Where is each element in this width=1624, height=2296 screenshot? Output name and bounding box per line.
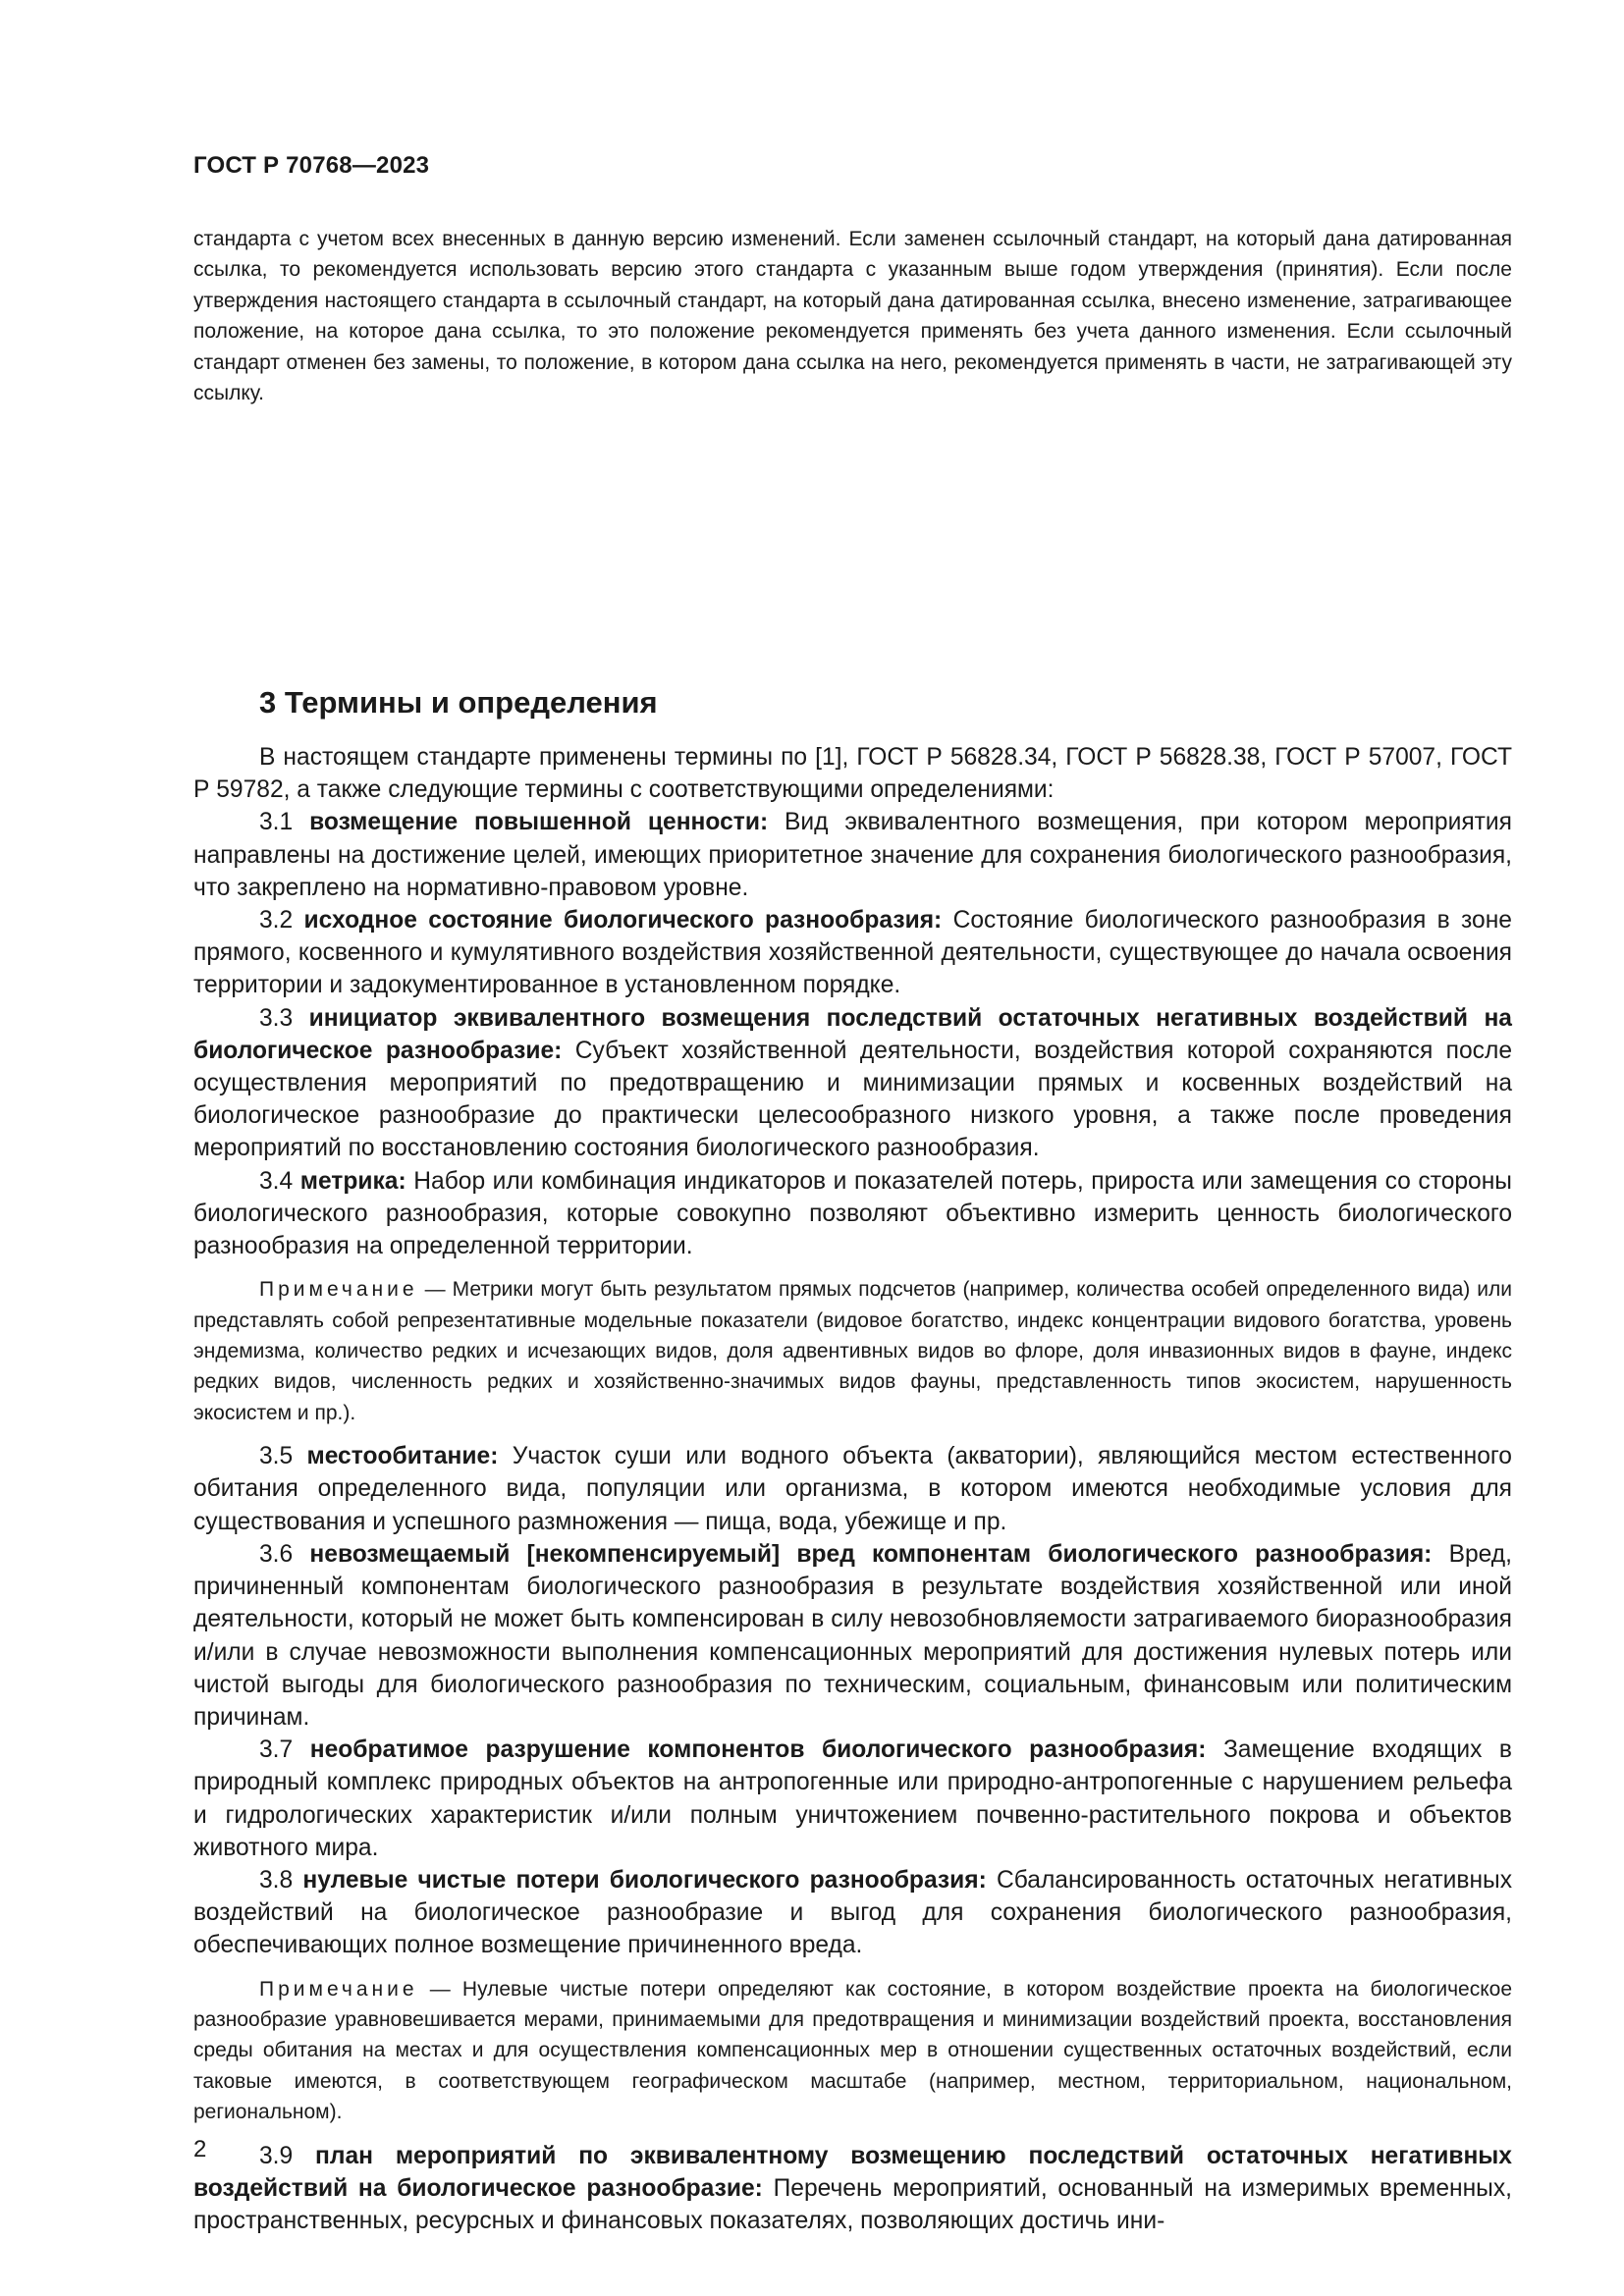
page-number: 2 bbox=[193, 2136, 207, 2163]
term-definition: Состояние биологического разнообразия в зоне прямого, косвенного и кумулятивного воздействия хозяйственной деятельности, существующее до начала освоения территории и задокументированное в установленном порядке. bbox=[193, 907, 1512, 999]
term-name: инициатор эквивалентного возмещения последствий остаточных негативных воздействий на биологическое разнообразие: bbox=[193, 1004, 1512, 1064]
term-name: местообитание: bbox=[306, 1443, 499, 1470]
term-3-8: 3.8 нулевые чистые потери биологического разнообразия: Сбалансированность остаточных негативных воздействий на биологическое разнообразие и выгод для сохранения биологического разнообразия, обеспечивающих полное возмещение причиненного вреда. bbox=[193, 1866, 1512, 1959]
term-name: метрика: bbox=[299, 1167, 406, 1195]
section-title: 3 Термины и определения bbox=[259, 685, 658, 720]
term-definition: Субъект хозяйственной деятельности, воздействия которой сохраняются после осуществления мероприятий по предотвращению и минимизации прямых и косвенных воздействий на биологическое разнообразие до практически целесообразного низкого уровня, а также после проведения мероприятий по восстановлению состояния биологического разнообразия. bbox=[193, 1037, 1512, 1162]
note-text: — Нулевые чистые потери определяют как состояние, в котором воздействие проекта на биологическое разнообразие уравновешивается мерами, принимаемыми для предотвращения и минимизации воздействий проекта, восстановления среды обитания на местах и для осуществления компенсационных мер в отношении существенных остаточных воздействий, если таковые имеются, в соответствующем географическом масштабе (например, местном, территориальном, национальном, региональном). bbox=[193, 1977, 1512, 2124]
note-label: Примечание bbox=[259, 1977, 418, 2001]
term-name: нулевые чистые потери биологического разнообразия: bbox=[302, 1866, 987, 1894]
term-name: невозмещаемый [некомпенсируемый] вред компонентам биологического разнообразия: bbox=[309, 1540, 1433, 1568]
term-definition: Вред, причиненный компонентам биологического разнообразия в результате воздействия хозяйственной или иной деятельности, который не может быть компенсирован в силу невозобновляемости затрагиваемого биоразнообразия и/или в случае невозможности выполнения компенсационных мероприятий для достижения нулевых потерь или чистой выгоды для биологического разнообразия по техническим, социальным, финансовым или политическим причинам. bbox=[193, 1540, 1512, 1731]
term-name: возмещение повышенной ценности: bbox=[309, 809, 769, 836]
term-3-2: 3.2 исходное состояние биологического разнообразия: Состояние биологического разнообразия в зоне прямого, косвенного и кумулятивного воздействия хозяйственной деятельности, существующее до начала освоения территории и задокументированное в установленном порядке. bbox=[193, 907, 1512, 999]
note-text: — Метрики могут быть результатом прямых подсчетов (например, количества особей определенного вида) или представлять собой репрезентативные модельные показатели (видовое богатство, индекс концентрации видового богатства, уровень эндемизма, количество редких и исчезающих видов, доля адвентивных видов во флоре, доля инвазионных видов в фауне, индекс редких видов, численность редких и хозяйственно-значимых видов фауны, представленность типов экосистем, нарушенность экосистем и пр.). bbox=[193, 1278, 1513, 1424]
terms-list bbox=[193, 741, 1512, 2237]
term-definition: Перечень мероприятий, основанный на измеримых временных, пространственных, ресурсных и финансовых показателях, позволяющих достичь ини- bbox=[193, 2174, 1512, 2234]
term-definition: Замещение входящих в природный комплекс природных объектов на антропогенные или природно-антропогенные с нарушением рельефа и гидрологических характеристик и/или полным уничтожением почвенно-растительного покрова и объектов животного мира. bbox=[193, 1736, 1512, 1861]
term-name: план мероприятий по эквивалентному возмещению последствий остаточных негативных воздействий на биологическое разнообразие: bbox=[193, 2142, 1512, 2202]
note-label: Примечание bbox=[259, 1278, 418, 1302]
term-3-4: 3.4 метрика: Набор или комбинация индикаторов и показателей потерь, прироста или замещения со стороны биологического разнообразия, которые совокупно позволяют объективно измерить ценность биологического разнообразия на определенной территории. bbox=[193, 1167, 1512, 1260]
note-metrics bbox=[193, 1274, 1512, 1428]
standard-header: ГОСТ Р 70768—2023 bbox=[193, 152, 430, 179]
content bbox=[193, 224, 1513, 2234]
term-definition: Участок суши или водного объекта (акватории), являющийся местом естественного обитания определенного вида, популяции или организма, в котором имеются необходимые условия для существования и успешного размножения — пища, вода, убежище и пр. bbox=[193, 1443, 1512, 1535]
term-definition: Вид эквивалентного возмещения, при котором мероприятия направлены на достижение целей, имеющих приоритетное значение для сохранения биологического разнообразия, что закреплено на нормативно-правовом уровне. bbox=[193, 809, 1512, 901]
term-definition: Набор или комбинация индикаторов и показателей потерь, прироста или замещения со стороны биологического разнообразия, которые совокупно позволяют объективно измерить ценность биологического разнообразия на определенной территории. bbox=[193, 1167, 1512, 1260]
term-3-7: 3.7 необратимое разрушение компонентов биологического разнообразия: Замещение входящих в природный комплекс природных объектов на антропогенные или природно-антропогенные с нарушением рельефа и гидрологических характеристик и/или полным уничтожением почвенно-растительного покрова и объектов животного мира. bbox=[193, 1736, 1512, 1861]
term-3-1: 3.1 возмещение повышенной ценности: Вид эквивалентного возмещения, при котором мероприятия направлены на достижение целей, имеющих приоритетное значение для сохранения биологического разнообразия, что закреплено на нормативно-правовом уровне. bbox=[193, 809, 1512, 901]
term-3-9: 3.9 план мероприятий по эквивалентному возмещению последствий остаточных негативных воздействий на биологическое разнообразие: Перечень мероприятий, основанный на измеримых временных, пространственных, ресурсных и финансовых показателях, позволяющих достичь ини- bbox=[193, 2142, 1512, 2234]
term-3-5: 3.5 местообитание: Участок суши или водного объекта (акватории), являющийся местом естественного обитания определенного вида, популяции или организма, в котором имеются необходимые условия для существования и успешного размножения — пища, вода, убежище и пр. bbox=[193, 1443, 1512, 1535]
term-3-6: 3.6 невозмещаемый [некомпенсируемый] вред компонентам биологического разнообразия: Вред, причиненный компонентам биологического разнообразия в результате воздействия хозяйственной или иной деятельности, который не может быть компенсирован в силу невозобновляемости затрагиваемого биоразнообразия и/или в случае невозможности выполнения компенсационных мероприятий для достижения нулевых потерь или чистой выгоды для биологического разнообразия по техническим, социальным, финансовым или политическим причинам. bbox=[193, 1540, 1512, 1731]
term-3-3: 3.3 инициатор эквивалентного возмещения последствий остаточных негативных воздействий на биологическое разнообразие: Субъект хозяйственной деятельности, воздействия которой сохраняются после осуществления мероприятий по предотвращению и минимизации прямых и косвенных воздействий на биологическое разнообразие до практически целесообразного низкого уровня, а также после проведения мероприятий по восстановлению состояния биологического разнообразия. bbox=[193, 1004, 1512, 1162]
intro-paragraph: стандарта с учетом всех внесенных в данную версию изменений. Если заменен ссылочный стандарт, на который дана датированная ссылка, то рекомендуется использовать версию этого стандарта с указанным выше годом утверждения (принятия). Если после утверждения настоящего стандарта в ссылочный стандарт, на который дана датированная ссылка, внесено изменение, затрагивающее положение, на которое дана ссылка, то это положение рекомендуется применять без учета данного изменения. Если ссылочный стандарт отменен без замены, то положение, в котором дана ссылка на него, рекомендуется применять в части, не затрагивающей эту ссылку. bbox=[193, 228, 1512, 405]
section-lead: В настоящем стандарте применены термины по [1], ГОСТ Р 56828.34, ГОСТ Р 56828.38, ГОСТ Р 57007, ГОСТ Р 59782, а также следующие термины с соответствующими определениями: bbox=[193, 744, 1512, 804]
term-name: исходное состояние биологического разнообразия: bbox=[303, 907, 943, 934]
term-name: необратимое разрушение компонентов биологического разнообразия: bbox=[309, 1736, 1207, 1764]
note-zero-loss bbox=[193, 1974, 1512, 2128]
term-definition: Сбалансированность остаточных негативных воздействий на биологическое разнообразие и выгод для сохранения биологического разнообразия, обеспечивающих полное возмещение причиненного вреда. bbox=[193, 1866, 1512, 1959]
